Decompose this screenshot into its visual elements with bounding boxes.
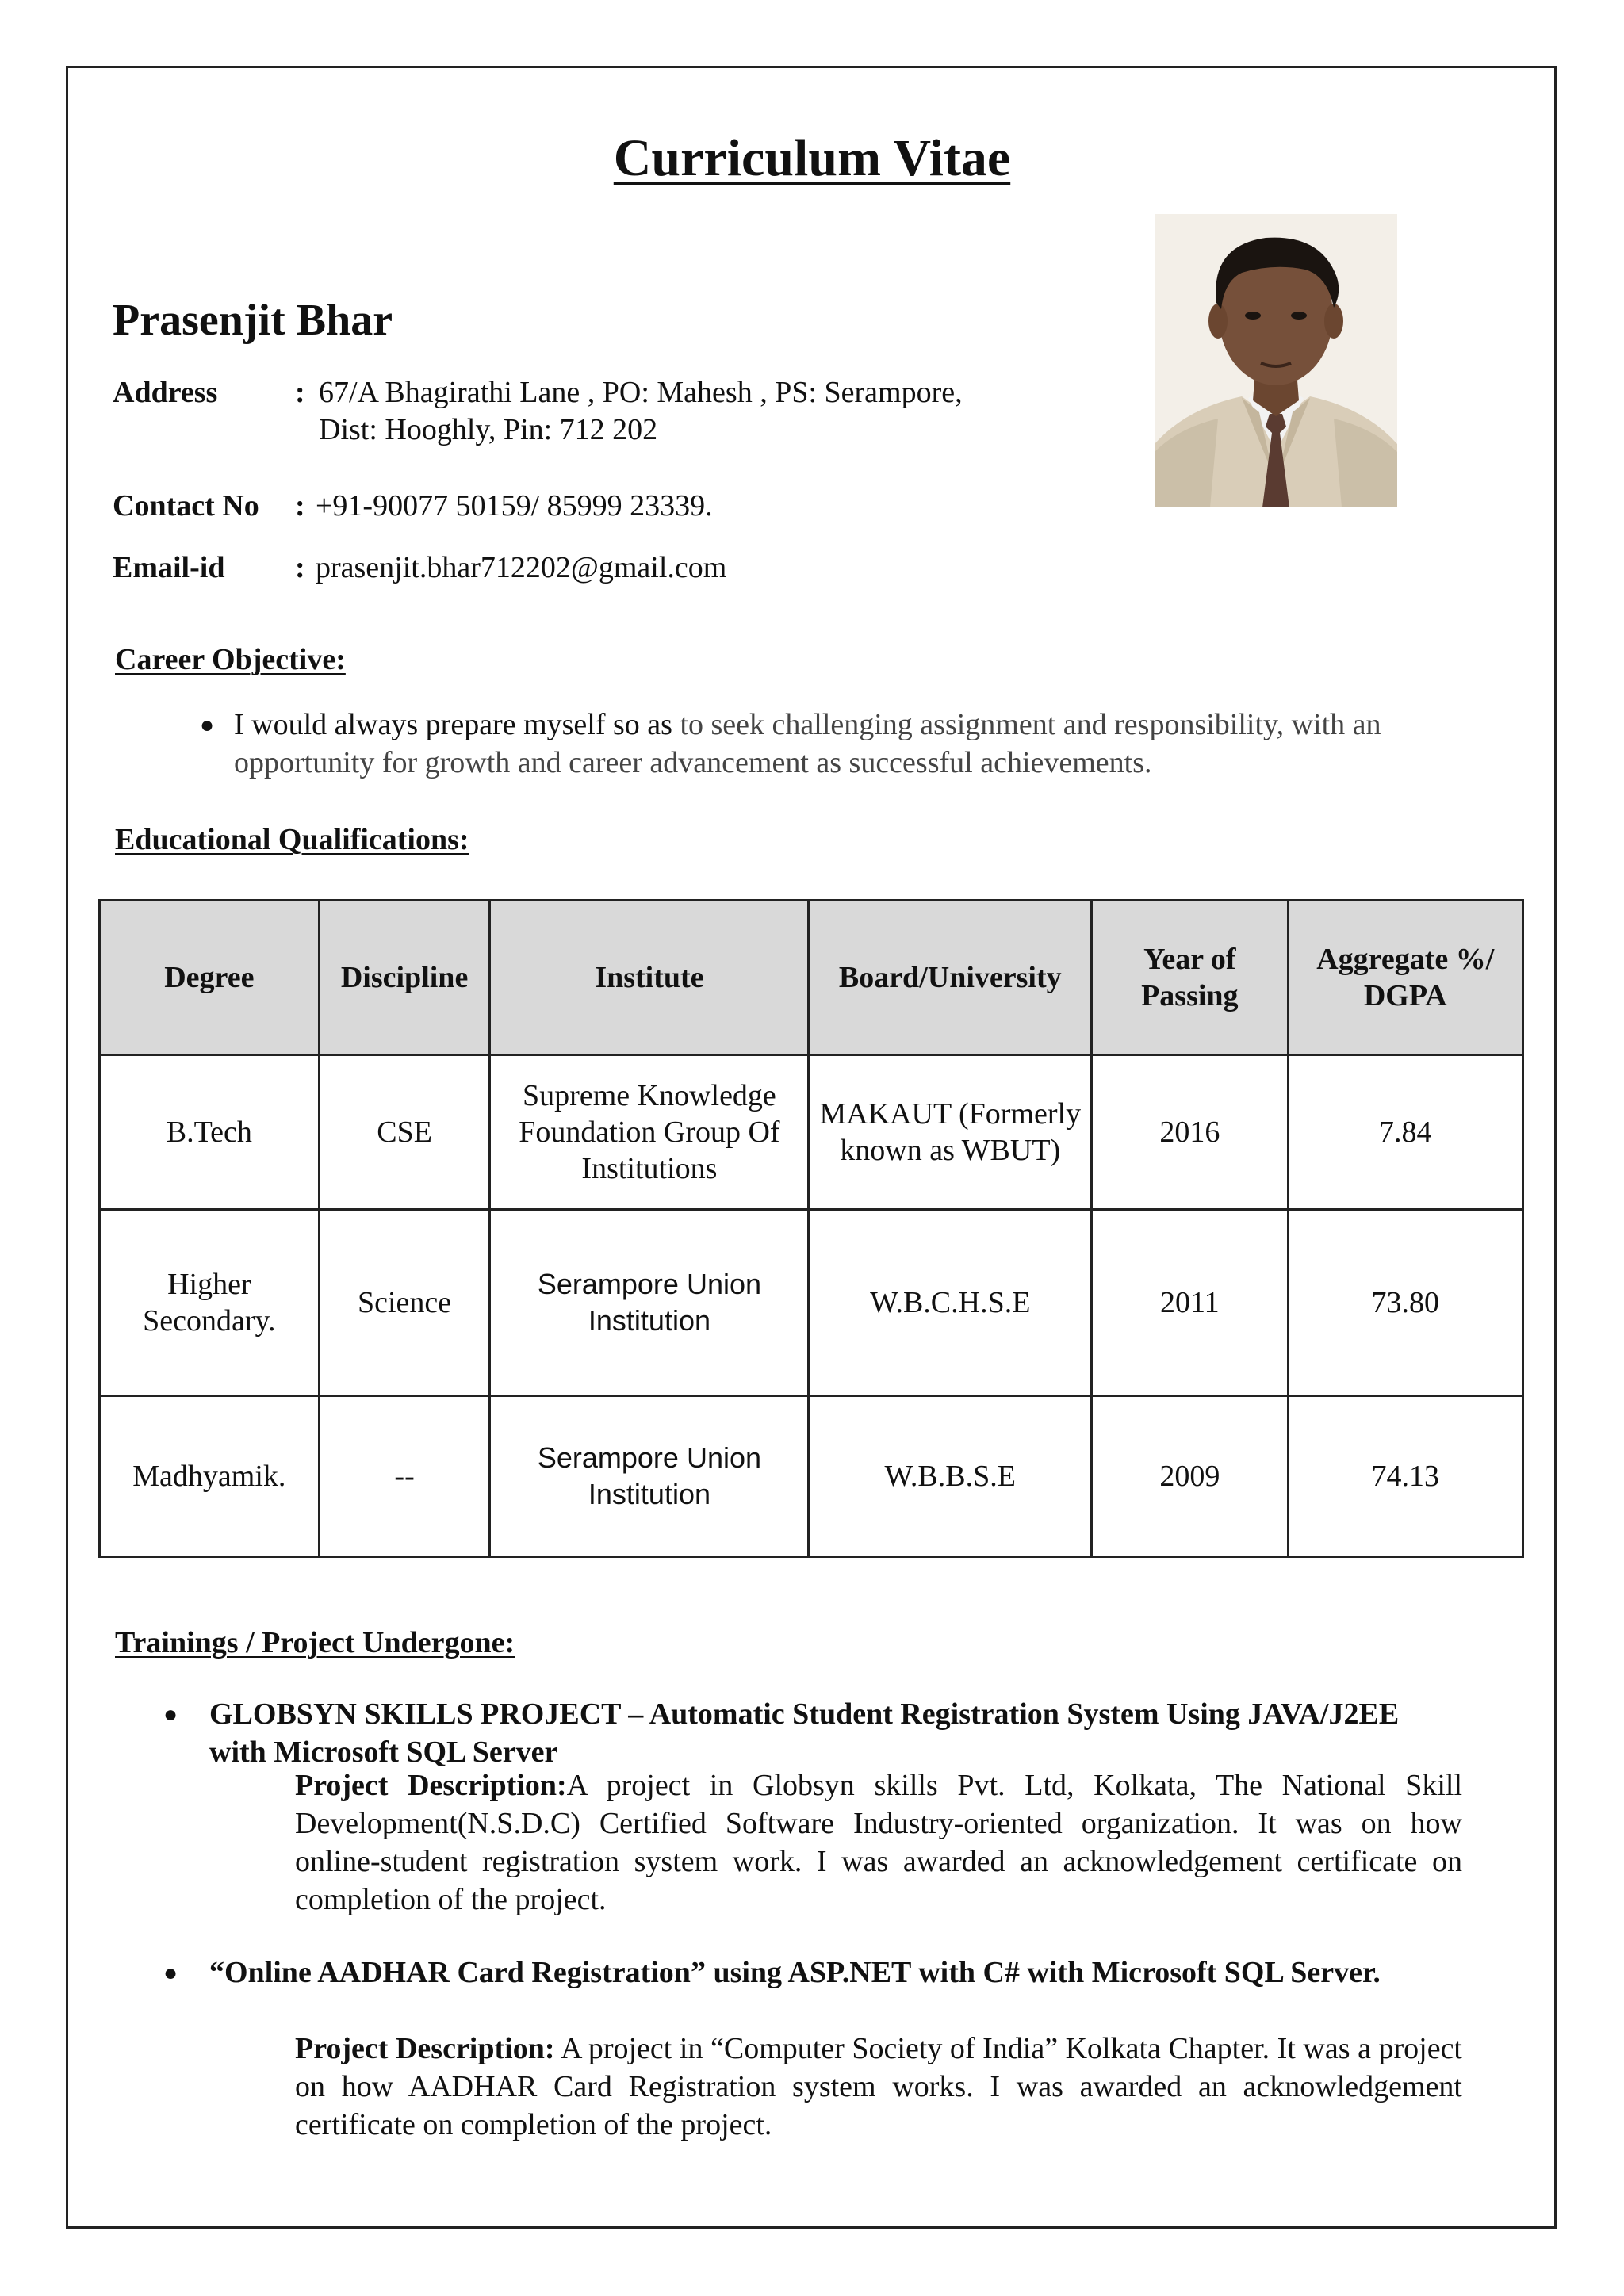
training-1-title: GLOBSYN SKILLS PROJECT – Automatic Student Registration System Using JAVA/J2EE with Microsoft SQL Server [209,1697,1400,1769]
table-cell: 74.13 [1288,1396,1522,1557]
training-1-description [295,1766,1462,1919]
address-line-2: Dist: Hooghly, Pin: 712 202 [319,413,658,446]
column-header: Aggregate %/ DGPA [1288,901,1522,1055]
table-cell: Serampore Union Institution [490,1396,809,1557]
table-cell: -- [319,1396,490,1557]
career-objective-heading: Career Objective: [115,643,346,676]
email-address: prasenjit.bhar712202@gmail.com [316,551,727,584]
training-1-desc-text: A project in Globsyn skills Pvt. Ltd, Kolkata, The National Skill Development(N.S.D.C) Certified Software Industry-oriented organization. It was on how online-student registration system work. I was awarded an acknowledgement certificate on completion of the project. [295,1769,1462,1916]
column-header: Discipline [319,901,490,1055]
training-bullet-1: ● [163,1701,178,1728]
table-cell: CSE [319,1055,490,1210]
table-row [100,1396,1523,1557]
address-label: Address [113,376,218,409]
objective-text-part-2: to seek challenging assignment and responsibility, with an opportunity for growth and career advancement as successful achievements. [234,708,1381,779]
objective-bullet: ● [200,712,215,738]
table-row [100,1210,1523,1396]
table-cell: Madhyamik. [100,1396,320,1557]
document-title: Curriculum Vitae [613,129,1011,187]
email-colon: : [295,551,305,584]
training-2-description [295,2030,1462,2144]
table-cell: Science [319,1210,490,1396]
training-2-desc-text: A project in “Computer Society of India” Kolkata Chapter. It was a project on how AADHAR Card Registration system works. I was awarded an acknowledgement certificate on completion of the project. [295,2032,1462,2141]
objective-text-part-1: I would always prepare myself so as [234,708,680,741]
column-header: Year of Passing [1092,901,1288,1055]
table-cell: Serampore Union Institution [490,1210,809,1396]
table-cell: MAKAUT (Formerly known as WBUT) [809,1055,1092,1210]
career-objective-text [234,706,1479,782]
email-label: Email-id [113,551,225,584]
contact-label: Contact No [113,489,259,522]
column-header: Institute [490,901,809,1055]
training-2-title: “Online AADHAR Card Registration” using ASP.NET with C# with Microsoft SQL Server. [209,1956,1381,1989]
table-cell: 73.80 [1288,1210,1522,1396]
trainings-heading: Trainings / Project Undergone: [115,1626,515,1659]
column-header: Degree [100,901,320,1055]
table-cell: Supreme Knowledge Foundation Group Of Institutions [490,1055,809,1210]
contact-number: +91-90077 50159/ 85999 23339. [316,489,713,522]
table-cell: B.Tech [100,1055,320,1210]
table-cell: 2016 [1092,1055,1288,1210]
contact-colon: : [295,489,305,522]
education-table [98,899,1524,1558]
address-line-1: 67/A Bhagirathi Lane , PO: Mahesh , PS: Serampore, [319,376,963,409]
table-row [100,1055,1523,1210]
candidate-name: Prasenjit Bhar [113,296,393,345]
column-header: Board/University [809,901,1092,1055]
training-1-desc-label: Project Description: [295,1769,567,1802]
address-colon: : [295,376,305,409]
table-cell: 7.84 [1288,1055,1522,1210]
training-bullet-2: ● [163,1960,178,1986]
table-cell: W.B.B.S.E [809,1396,1092,1557]
table-header-row [100,901,1523,1055]
table-cell: 2011 [1092,1210,1288,1396]
table-cell: 2009 [1092,1396,1288,1557]
table-cell: Higher Secondary. [100,1210,320,1396]
profile-photo [1155,214,1397,507]
training-2-desc-label: Project Description: [295,2032,555,2065]
table-cell: W.B.C.H.S.E [809,1210,1092,1396]
education-heading: Educational Qualifications: [115,823,469,856]
